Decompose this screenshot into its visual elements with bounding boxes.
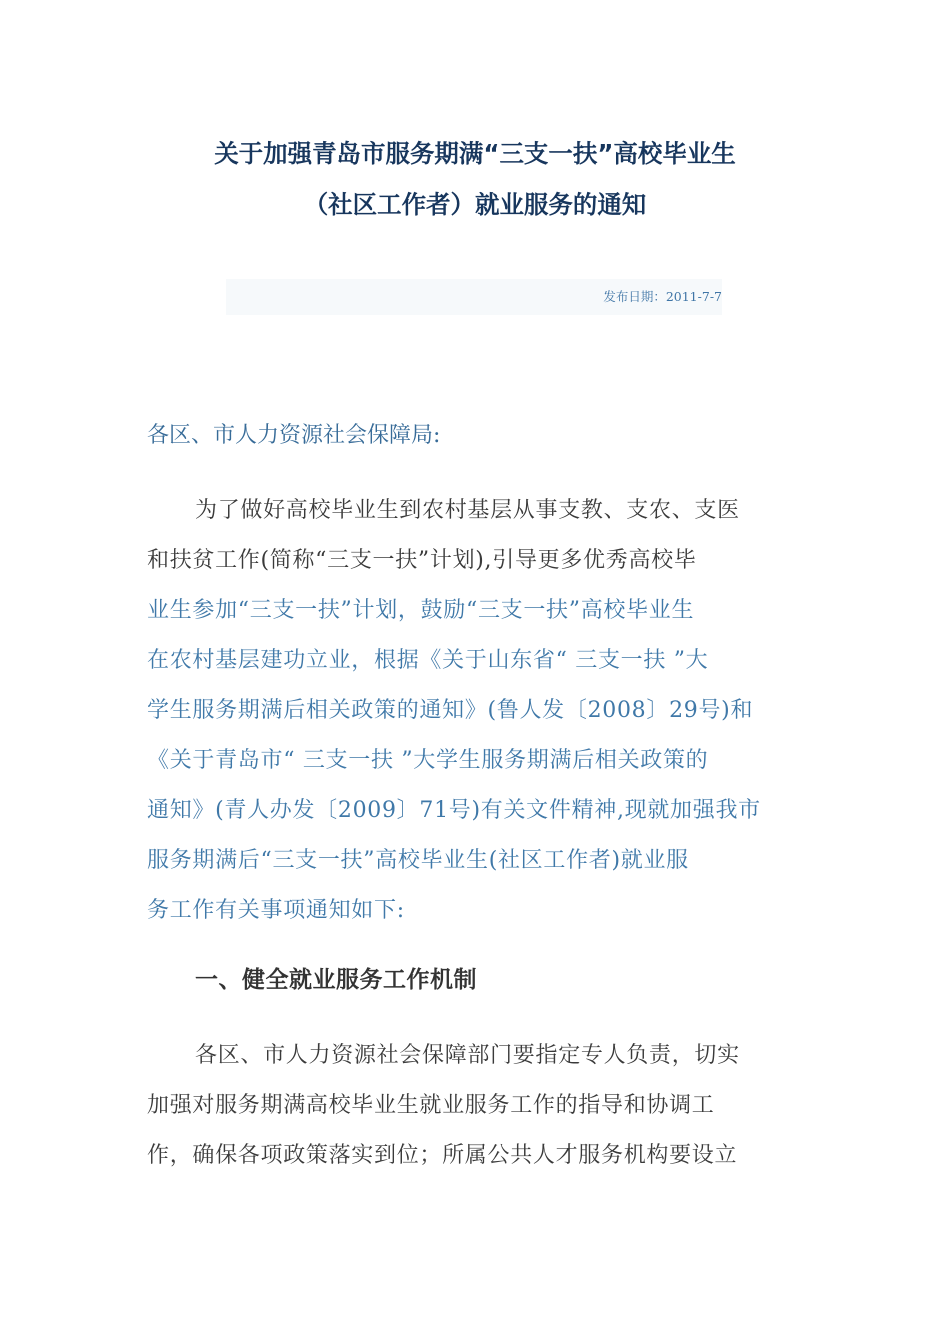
paragraph-line: 和扶贫工作(简称“三支一扶”计划),引导更多优秀高校毕 bbox=[147, 548, 697, 573]
paragraph-line: 业生参加“三支一扶”计划，鼓励“三支一扶”高校毕业生 bbox=[147, 598, 695, 623]
paragraph-line: 在农村基层建功立业，根据《关于山东省“ 三支一扶 ”大 bbox=[147, 648, 709, 673]
paragraph-line: 加强对服务期满高校毕业生就业服务工作的指导和协调工 bbox=[147, 1093, 715, 1118]
document-title-line-2: （社区工作者）就业服务的通知 bbox=[303, 190, 647, 219]
document-title-line-1: 关于加强青岛市服务期满“三支一扶”高校毕业生 bbox=[214, 139, 736, 168]
paragraph-line: 为了做好高校毕业生到农村基层从事支教、支农、支医 bbox=[195, 498, 740, 523]
paragraph-line: 通知》(青人办发〔2009〕71号)有关文件精神,现就加强我市 bbox=[147, 798, 761, 823]
publish-date: 发布日期：2011-7-7 bbox=[603, 289, 722, 304]
paragraph-line: 学生服务期满后相关政策的通知》(鲁人发〔2008〕29号)和 bbox=[147, 698, 754, 723]
salutation: 各区、市人力资源社会保障局: bbox=[147, 423, 441, 448]
section-heading: 一、健全就业服务工作机制 bbox=[195, 967, 477, 993]
paragraph-line: 务工作有关事项通知如下: bbox=[147, 898, 405, 923]
paragraph-line: 作，确保各项政策落实到位；所属公共人才服务机构要设立 bbox=[147, 1143, 738, 1168]
paragraph-line: 各区、市人力资源社会保障部门要指定专人负责，切实 bbox=[195, 1043, 740, 1068]
publish-date-bar bbox=[226, 279, 722, 315]
paragraph-line: 服务期满后“三支一扶”高校毕业生(社区工作者)就业服 bbox=[147, 848, 689, 873]
paragraph-line: 《关于青岛市“ 三支一扶 ”大学生服务期满后相关政策的 bbox=[147, 748, 709, 773]
